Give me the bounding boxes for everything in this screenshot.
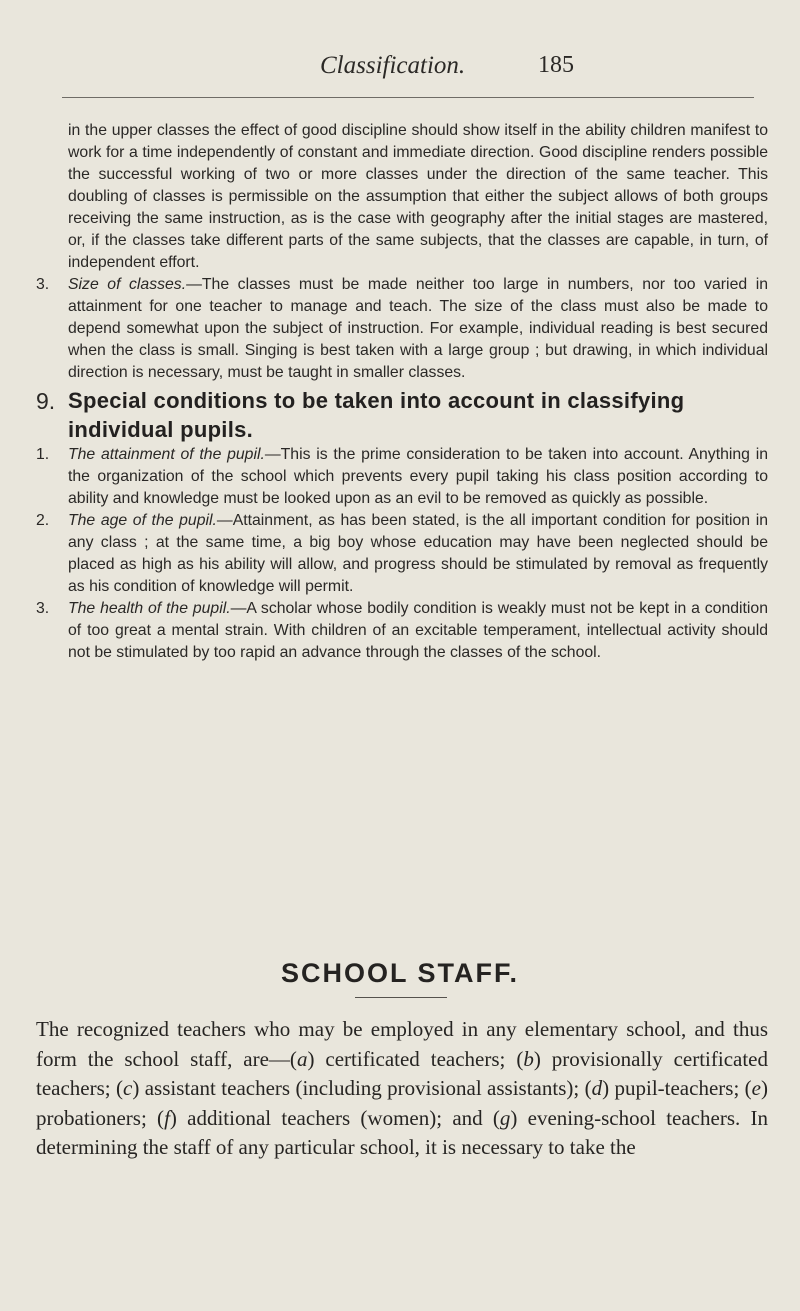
intro-paragraph: in the upper classes the effect of good discipline should show itself in the ability children manifest to work for a time independently of constant and immediate direction. Good discipline renders possible the successful working of two or more classes under the direction of the same teacher. This doubling of classes is permissible on the assumption that either the subject allows of both groups receiving the same instruction, as is the case with geography after the initial stages are mastered, or, if the classes take different parts of the same subjects, that the classes are capable, in turn, of independent effort. bbox=[68, 122, 768, 271]
item-text: —This is the prime consideration to be taken into account. Anything in the organization of the school which prevents every pupil taking his class position according to ability and knowledge must be looked upon as an evil to be removed as quickly as possible. bbox=[68, 446, 768, 507]
staff-letter: a bbox=[296, 1046, 308, 1071]
staff-letter: g bbox=[499, 1105, 511, 1130]
staff-letter: b bbox=[523, 1046, 534, 1071]
item-paragraph bbox=[68, 598, 768, 664]
item-text: —Attainment, as has been stated, is the all important condition for position in any class ; at the same time, a big boy whose education may have been neglected should be placed as high as his ability will allow, and progress should be stimulated by removal as frequently as his condition of knowledge will permit. bbox=[68, 512, 768, 595]
running-title: Classification. bbox=[320, 52, 466, 79]
item-title: The health of the pupil. bbox=[68, 600, 231, 617]
staff-text: ) provisionally certificated teachers; ( bbox=[36, 1046, 768, 1100]
item-number: 3. bbox=[36, 600, 50, 617]
section-heading-row bbox=[36, 386, 768, 444]
staff-paragraph bbox=[36, 1015, 768, 1163]
item-paragraph bbox=[68, 510, 768, 598]
staff-text: The recognized teachers who may be employed in any elementary school, and thus form the school staff, are—( bbox=[36, 1017, 768, 1071]
section-number: 9. bbox=[36, 388, 56, 414]
page-number: 185 bbox=[538, 52, 574, 78]
list-item-size-of-classes bbox=[36, 274, 768, 384]
item-title: The age of the pupil. bbox=[68, 512, 217, 529]
staff-text: ) probationers; ( bbox=[36, 1076, 768, 1130]
staff-text: ) certificated teachers; ( bbox=[307, 1046, 524, 1071]
body-text bbox=[36, 120, 768, 664]
staff-text: ) additional teachers (women); and ( bbox=[169, 1105, 500, 1130]
page-header bbox=[0, 48, 800, 88]
item-number: 3. bbox=[36, 276, 50, 293]
item-text: —A scholar whose bodily condition is weakly must not be kept in a condition of too great a mental strain. With children of an excitable temperament, intellectual activity should not be stimulated by too rapid an advance through the classes of the school. bbox=[68, 600, 768, 661]
item-paragraph bbox=[68, 444, 768, 510]
item-number: 2. bbox=[36, 512, 50, 529]
staff-heading: SCHOOL STAFF. bbox=[280, 958, 519, 988]
list-item-attainment bbox=[36, 444, 768, 510]
staff-letter: d bbox=[591, 1076, 603, 1100]
staff-letter: e bbox=[751, 1076, 761, 1100]
staff-heading-rule bbox=[355, 997, 447, 998]
staff-letter: f bbox=[164, 1105, 170, 1130]
staff-text: ) pupil-teachers; ( bbox=[602, 1076, 752, 1100]
header-rule bbox=[62, 97, 754, 98]
section-heading: Special conditions to be taken into account in classifying individual pupils. bbox=[68, 388, 685, 442]
staff-letter: c bbox=[123, 1076, 133, 1100]
staff-text: ) evening-school teachers. In determining the staff of any particular school, it is necessary to take the bbox=[36, 1105, 768, 1159]
item-number: 1. bbox=[36, 446, 50, 463]
staff-text: ) assistant teachers (including provisional assistants); ( bbox=[132, 1076, 592, 1100]
item-title: Size of classes. bbox=[68, 276, 187, 293]
list-item-age bbox=[36, 510, 768, 598]
item-title: The attainment of the pupil. bbox=[68, 446, 265, 463]
item-paragraph bbox=[68, 274, 768, 384]
item-text: —The classes must be made neither too large in numbers, nor too varied in attainment for one teacher to manage and teach. The size of the class must also be made to depend somewhat upon the subject of instruction. For example, individual reading is best secured when the class is small. Singing is best taken with a large group ; but drawing, in which individual direction is necessary, must be taught in smaller classes. bbox=[68, 276, 768, 381]
list-item-health bbox=[36, 598, 768, 664]
